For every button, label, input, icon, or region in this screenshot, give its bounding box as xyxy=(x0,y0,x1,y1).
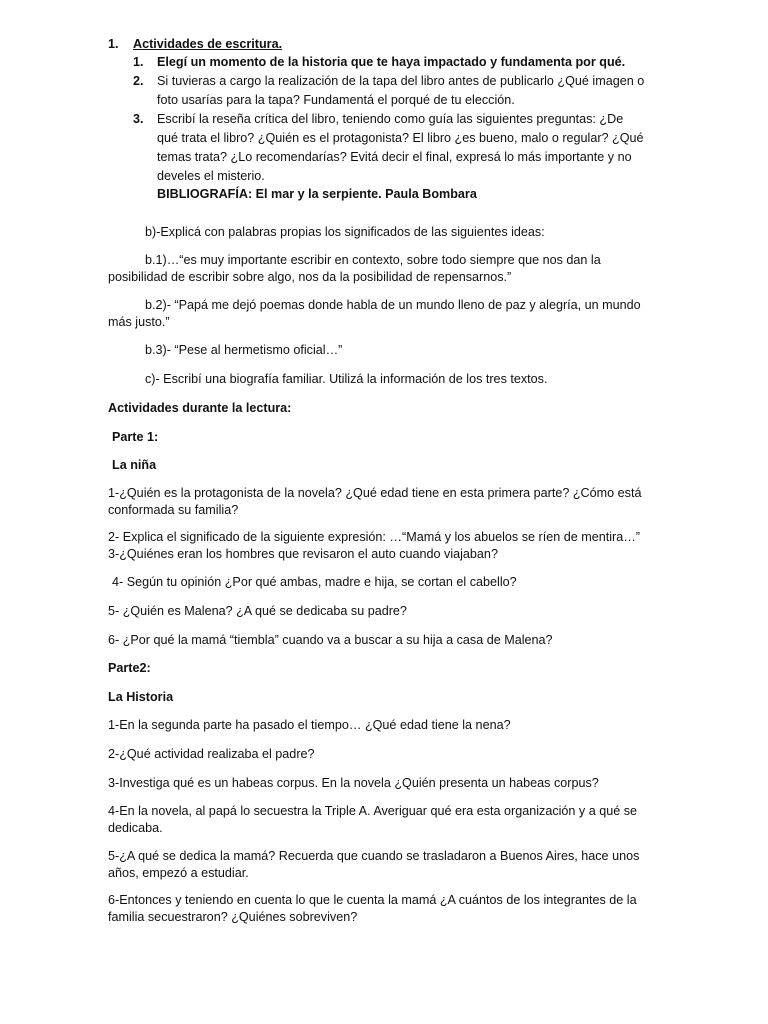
question-line: 4-En la novela, al papá lo secuestra la Triple A. Averiguar qué era esta organización y a qué se xyxy=(108,804,638,818)
question-line: 1-En la segunda parte ha pasado el tiempo… ¿Qué edad tiene la nena? xyxy=(108,718,511,732)
reading-title: Actividades durante la lectura: xyxy=(108,401,292,415)
item-number: 2. xyxy=(133,74,144,88)
item-line: Escribí la reseña crítica del libro, teniendo como guía las siguientes preguntas: ¿De xyxy=(157,112,624,126)
question-line: 3-Investiga qué es un habeas corpus. En la novela ¿Quién presenta un habeas corpus? xyxy=(108,776,599,790)
question-line: 3-¿Quiénes eran los hombres que revisaron el auto cuando viajaban? xyxy=(108,547,498,561)
b1-line: b.1)…“es muy importante escribir en contexto, sobre todo siempre que nos dan la xyxy=(145,253,601,267)
b3-line: b.3)- “Pese al hermetismo oficial…” xyxy=(145,343,343,357)
c-line: c)- Escribí una biografía familiar. Utilizá la información de los tres textos. xyxy=(145,372,548,386)
question-line: 1-¿Quién es la protagonista de la novela? ¿Qué edad tiene en esta primera parte? ¿Cómo está xyxy=(108,486,642,500)
item-number: 3. xyxy=(133,112,144,126)
question-line: 2-¿Qué actividad realizaba el padre? xyxy=(108,747,315,761)
item-line: temas trata? ¿Lo recomendarías? Evitá decir el final, expresá lo más importante y no xyxy=(157,150,632,164)
question-line: 5- ¿Quién es Malena? ¿A qué se dedicaba su padre? xyxy=(108,604,407,618)
section-title: Actividades de escritura. xyxy=(133,37,283,51)
question-line: familia secuestraron? ¿Quiénes sobreviven? xyxy=(108,910,358,924)
item-line: qué trata el libro? ¿Quién es el protagonista? El libro ¿es bueno, malo o regular? ¿Qué xyxy=(157,131,644,145)
b2-line: más justo.” xyxy=(108,315,170,329)
bibliography: BIBLIOGRAFÍA: El mar y la serpiente. Paula Bombara xyxy=(157,187,477,201)
part1-subtitle: La niña xyxy=(112,458,157,472)
part2-subtitle: La Historia xyxy=(108,690,174,704)
question-line: dedicaba. xyxy=(108,821,163,835)
item-line: foto usarías para la tapa? Fundamentá el porqué de tu elección. xyxy=(157,93,515,107)
item-line: Si tuvieras a cargo la realización de la tapa del libro antes de publicarlo ¿Qué imagen o xyxy=(157,74,645,88)
item-line: develes el misterio. xyxy=(157,169,265,183)
question-line: conformada su familia? xyxy=(108,503,239,517)
question-line: 6- ¿Por qué la mamá “tiembla” cuando va a buscar a su hija a casa de Malena? xyxy=(108,633,553,647)
section-number: 1. xyxy=(108,37,119,51)
item-number: 1. xyxy=(133,55,144,69)
part1-title: Parte 1: xyxy=(112,430,159,444)
question-line: 5-¿A qué se dedica la mamá? Recuerda que cuando se trasladaron a Buenos Aires, hace unos xyxy=(108,849,640,863)
b2-line: b.2)- “Papá me dejó poemas donde habla de un mundo lleno de paz y alegría, un mundo xyxy=(145,298,641,312)
part2-title: Parte2: xyxy=(108,661,151,675)
question-line: años, empezó a estudiar. xyxy=(108,866,249,880)
section-b-heading: b)-Explicá con palabras propias los significados de las siguientes ideas: xyxy=(145,225,545,239)
question-line: 6-Entonces y teniendo en cuenta lo que le cuenta la mamá ¿A cuántos de los integrantes de la xyxy=(108,893,637,907)
question-line: 2- Explica el significado de la siguiente expresión: …“Mamá y los abuelos se ríen de mentira…” xyxy=(108,530,640,544)
b1-line: posibilidad de escribir sobre algo, nos da la posibilidad de repensarnos.” xyxy=(108,270,512,284)
item-line: Elegí un momento de la historia que te haya impactado y fundamenta por qué. xyxy=(157,55,626,69)
question-line: 4- Según tu opinión ¿Por qué ambas, madre e hija, se cortan el cabello? xyxy=(112,575,517,589)
